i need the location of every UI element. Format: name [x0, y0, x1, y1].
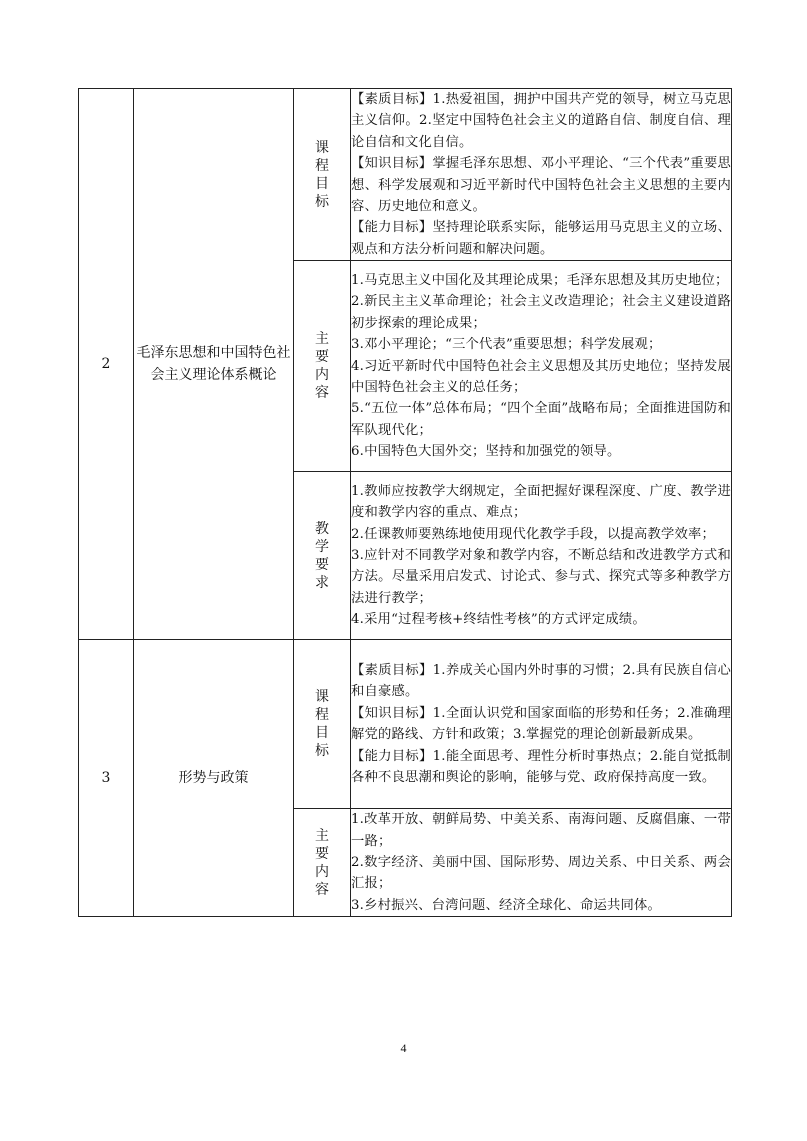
content-line: 3.应针对不同教学对象和教学内容，不断总结和改进教学方式和方法。尽量采用启发式、讨论式、参与式、探究式等多种教学方法进行教学； [351, 548, 731, 606]
content-line: 2.任课教师要熟练地使用现代化教学手段，以提高教学效率； [351, 526, 716, 542]
section-label-cell [294, 640, 351, 809]
course-number: 2 [79, 89, 134, 640]
page-number: 4 [400, 1041, 407, 1055]
section-label-cell [294, 472, 351, 640]
section-content [351, 89, 732, 261]
content-line: 2.新民主主义革命理论；社会主义改造理论；社会主义建设道路初步探索的理论成果； [351, 294, 731, 331]
content-line: 【素质目标】1.热爱祖国，拥护中国共产党的领导，树立马克思主义信仰。2.坚定中国特色社会主义的道路自信、制度自信、理论自信和文化自信。 [351, 92, 731, 150]
section-label-cell [294, 261, 351, 472]
content-line: 4.采用“过程考核+终结性考核”的方式评定成绩。 [351, 612, 646, 628]
section-content [351, 640, 732, 809]
course-row [79, 89, 732, 261]
content-line: 1.改革开放、朝鲜局势、中美关系、南海问题、反腐倡廉、一带一路； [351, 812, 731, 849]
content-line: 6.中国特色大国外交；坚持和加强党的领导。 [351, 444, 621, 460]
content-line: 【素质目标】1.养成关心国内外时事的习惯；2.具有民族自信心和自豪感。 [351, 663, 731, 700]
content-line: 【知识目标】掌握毛泽东思想、邓小平理论、“三个代表”重要思想、科学发展观和习近平新时代中国特色社会主义思想的主要内容、历史地位和意义。 [351, 156, 731, 215]
section-content [351, 472, 732, 640]
section-content [351, 261, 732, 472]
section-label: 主要内容 [315, 827, 329, 898]
section-label-cell [294, 809, 351, 917]
section-label: 主要内容 [315, 331, 329, 402]
content-line: 1.教师应按教学大纲规定，全面把握好课程深度、广度、教学进度和教学内容的重点、难点； [351, 483, 731, 521]
content-line: 3.乡村振兴、台湾问题、经济全球化、命运共同体。 [351, 897, 662, 913]
course-number: 3 [79, 640, 134, 917]
content-line: 4.习近平新时代中国特色社会主义思想及其历史地位；坚持发展中国特色社会主义的总任务； [351, 358, 731, 395]
content-line: 【能力目标】坚持理论联系实际，能够运用马克思主义的立场、观点和方法分析问题和解决问题。 [351, 220, 731, 257]
content-line: 1.马克思主义中国化及其理论成果；毛泽东思想及其历史地位； [351, 272, 729, 288]
content-line: 3.邓小平理论；“三个代表”重要思想；科学发展观； [351, 337, 662, 353]
content-line: 5.“五位一体”总体布局；“四个全面”战略布局；全面推进国防和军队现代化； [351, 401, 731, 438]
section-label: 课程目标 [315, 689, 329, 760]
section-label: 教学要求 [315, 520, 329, 591]
content-line: 2.数字经济、美丽中国、国际形势、周边关系、中日关系、两会汇报； [351, 855, 731, 892]
course-table [78, 88, 732, 917]
section-label: 课程目标 [315, 139, 329, 210]
course-row [79, 640, 732, 809]
course-name: 形势与政策 [134, 640, 294, 917]
section-content [351, 809, 732, 917]
section-label-cell [294, 89, 351, 261]
content-line: 【能力目标】1.能全面思考、理性分析时事热点；2.能自觉抵制各种不良思潮和舆论的影响，能够与党、政府保持高度一致。 [351, 748, 731, 786]
content-line: 【知识目标】1.全面认识党和国家面临的形势和任务；2.准确理解党的路线、方针和政策；3.掌握党的理论创新最新成果。 [351, 705, 731, 743]
course-name: 毛泽东思想和中国特色社会主义理论体系概论 [134, 89, 294, 640]
